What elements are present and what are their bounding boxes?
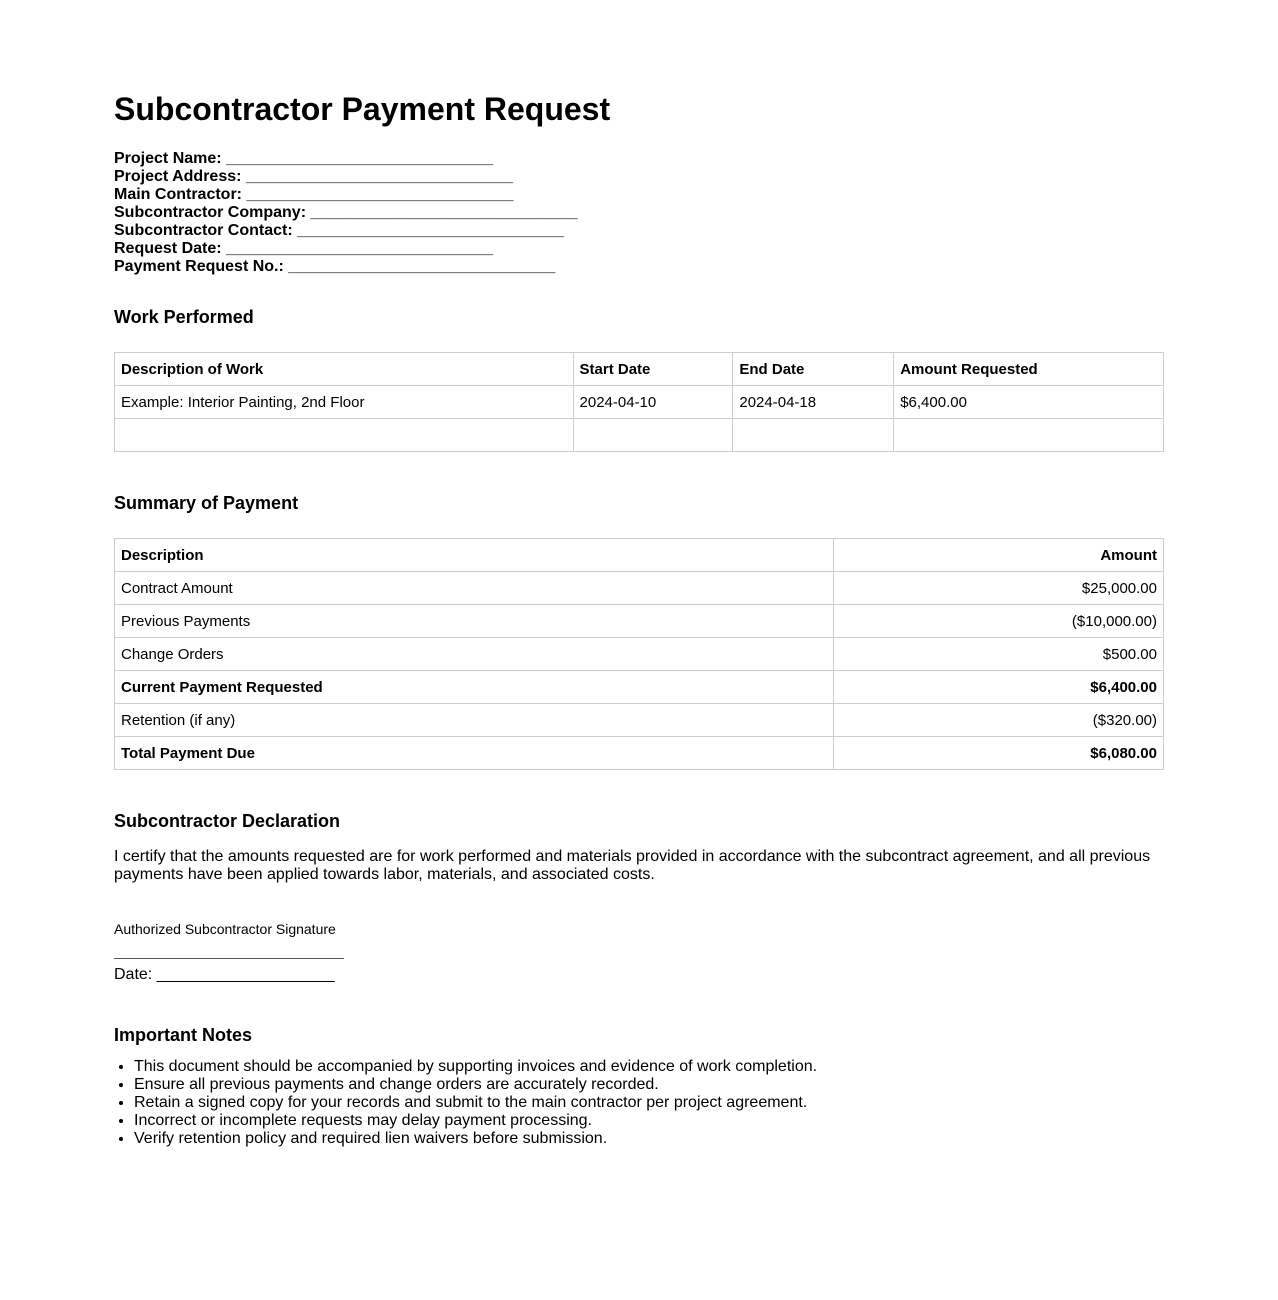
notes-list xyxy=(114,1058,1164,1148)
table-row xyxy=(115,419,1164,452)
summary-amount: ($320.00) xyxy=(834,704,1164,737)
work-performed-table xyxy=(114,352,1164,452)
table-header-row xyxy=(115,539,1164,572)
field-blank: ______________________________ xyxy=(226,240,493,257)
signature-date: Date: ____________________ xyxy=(114,966,335,983)
list-item: • Incorrect or incomplete requests may delay payment processing. xyxy=(134,1112,1164,1130)
table-cell xyxy=(894,419,1164,452)
column-header: Start Date xyxy=(573,353,733,386)
field-blank: ______________________________ xyxy=(245,168,513,185)
field-label: Main Contractor: xyxy=(114,186,242,203)
table-row xyxy=(115,638,1164,671)
summary-amount: $6,080.00 xyxy=(834,737,1164,770)
field-blank: ______________________________ xyxy=(297,222,565,239)
field-label: Subcontractor Contact: xyxy=(114,222,293,239)
list-item: • Ensure all previous payments and change orders are accurately recorded. xyxy=(134,1076,1164,1094)
work-performed-heading: Work Performed xyxy=(114,307,254,327)
summary-description: Contract Amount xyxy=(115,572,834,605)
table-row xyxy=(115,737,1164,770)
page-title: Subcontractor Payment Request xyxy=(114,91,611,127)
project-fields xyxy=(114,150,1164,276)
column-header: Description of Work xyxy=(115,353,574,386)
column-header: Amount Requested xyxy=(894,353,1164,386)
field-project-address xyxy=(114,168,1164,186)
table-row xyxy=(115,671,1164,704)
column-header: Description xyxy=(115,539,834,572)
summary-description: Retention (if any) xyxy=(115,704,834,737)
field-project-name xyxy=(114,150,1164,168)
summary-description: Previous Payments xyxy=(115,605,834,638)
notes-heading: Important Notes xyxy=(114,1025,253,1045)
table-row xyxy=(115,605,1164,638)
summary-description: Current Payment Requested xyxy=(115,671,834,704)
summary-heading: Summary of Payment xyxy=(114,493,299,513)
table-cell: $6,400.00 xyxy=(894,386,1164,419)
summary-amount: $6,400.00 xyxy=(834,671,1164,704)
field-blank: ______________________________ xyxy=(246,186,514,203)
summary-description: Total Payment Due xyxy=(115,737,834,770)
field-label: Project Address: xyxy=(114,168,242,185)
summary-amount: $25,000.00 xyxy=(834,572,1164,605)
field-blank: ______________________________ xyxy=(226,150,493,167)
list-item: • This document should be accompanied by supporting invoices and evidence of work completion. xyxy=(134,1058,1164,1076)
table-cell: 2024-04-10 xyxy=(573,386,733,419)
summary-amount: ($10,000.00) xyxy=(834,605,1164,638)
table-row xyxy=(115,386,1164,419)
declaration-heading: Subcontractor Declaration xyxy=(114,811,341,831)
column-header: Amount xyxy=(834,539,1164,572)
table-row xyxy=(115,704,1164,737)
field-blank: ______________________________ xyxy=(310,204,578,221)
field-main-contractor xyxy=(114,186,1164,204)
summary-table xyxy=(114,538,1164,770)
summary-description: Change Orders xyxy=(115,638,834,671)
field-blank: ______________________________ xyxy=(288,258,556,275)
table-cell xyxy=(573,419,733,452)
signature-line xyxy=(114,958,344,959)
signature-label: Authorized Subcontractor Signature xyxy=(114,921,336,937)
table-cell xyxy=(733,419,894,452)
column-header: End Date xyxy=(733,353,894,386)
summary-amount: $500.00 xyxy=(834,638,1164,671)
list-item: • Retain a signed copy for your records and submit to the main contractor per project agreement. xyxy=(134,1094,1164,1112)
field-subcontractor-contact xyxy=(114,222,1164,240)
declaration-text: I certify that the amounts requested are for work performed and materials provided in accordance with the subcontract agreement, and all previous payments have been applied towards labor, materials, and associated costs. xyxy=(114,848,1151,883)
table-cell: Example: Interior Painting, 2nd Floor xyxy=(115,386,574,419)
table-cell xyxy=(115,419,574,452)
field-label: Subcontractor Company: xyxy=(114,204,307,221)
field-label: Payment Request No.: xyxy=(114,258,284,275)
field-subcontractor-company xyxy=(114,204,1164,222)
list-item: • Verify retention policy and required lien waivers before submission. xyxy=(134,1130,1164,1148)
table-header-row xyxy=(115,353,1164,386)
field-payment-request-no xyxy=(114,258,1164,276)
table-cell: 2024-04-18 xyxy=(733,386,894,419)
field-label: Request Date: xyxy=(114,240,222,257)
field-request-date xyxy=(114,240,1164,258)
field-label: Project Name: xyxy=(114,150,222,167)
table-row xyxy=(115,572,1164,605)
